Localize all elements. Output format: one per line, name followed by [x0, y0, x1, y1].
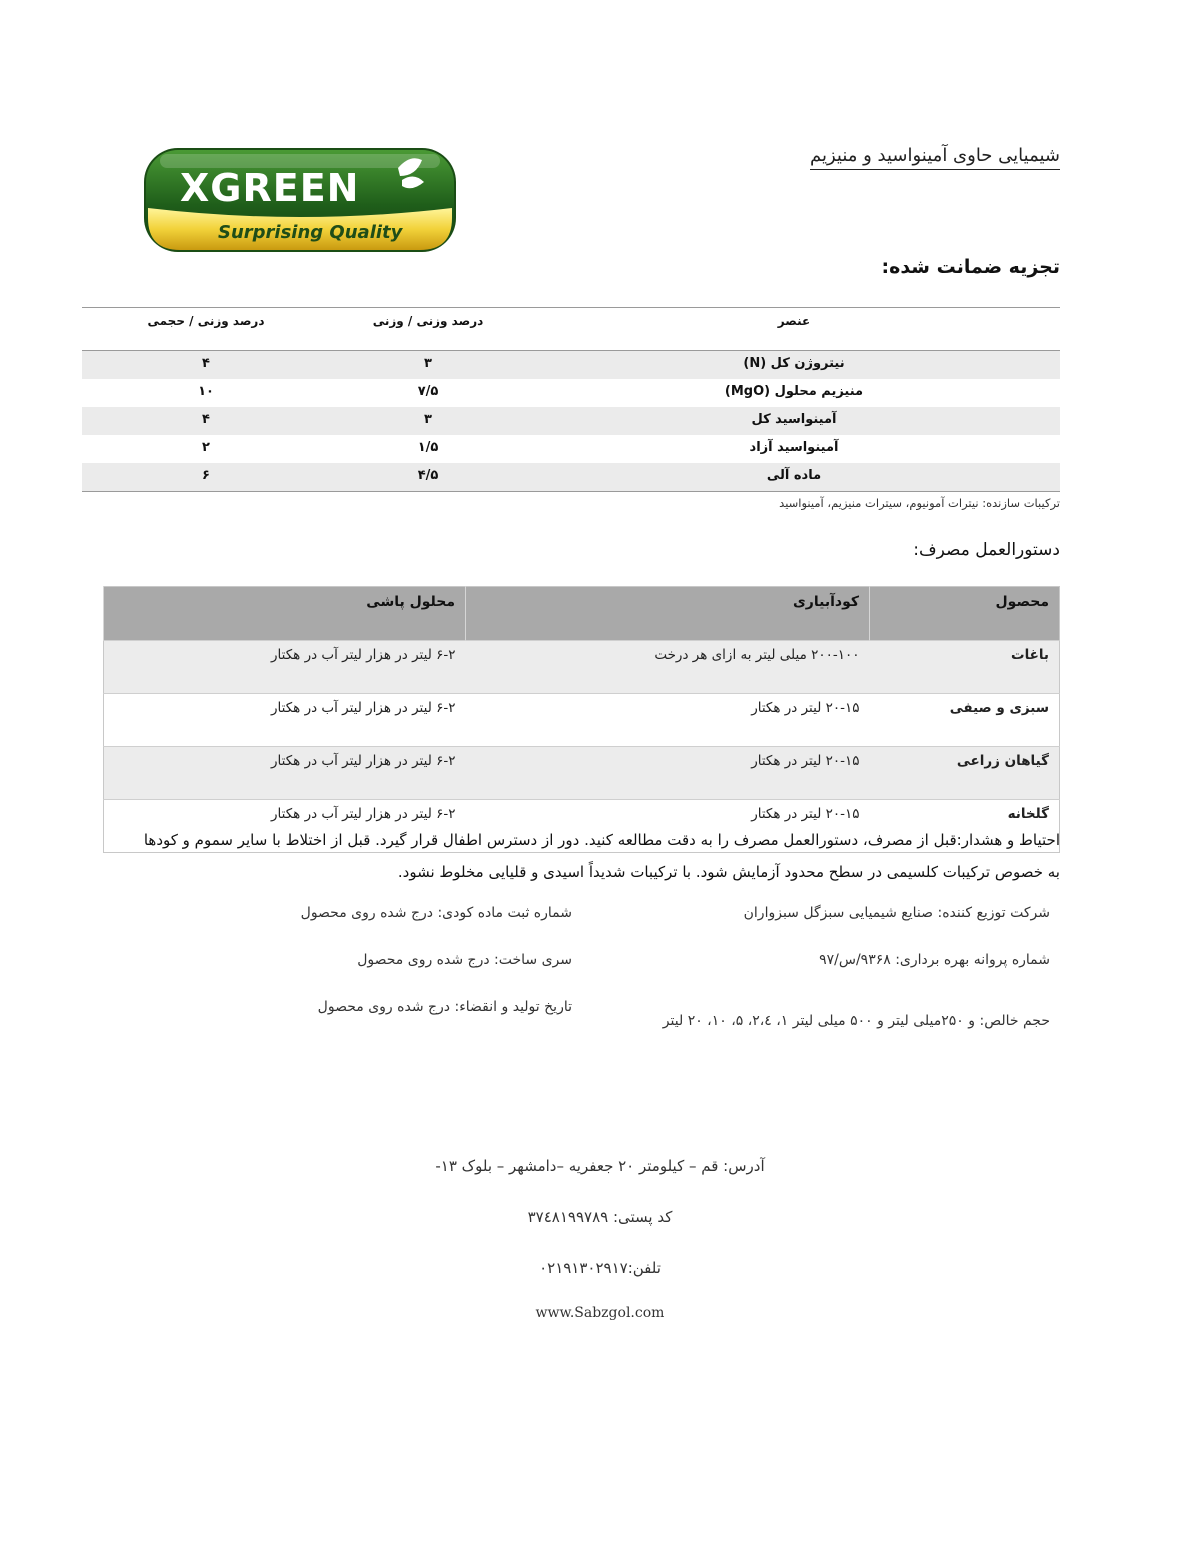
- table-row: [82, 463, 1060, 491]
- table-row: [104, 641, 1060, 694]
- column-header-foliar: محلول پاشی: [104, 587, 466, 641]
- dates-info: تاریخ تولید و انقضاء: درج شده روی محصول: [317, 999, 572, 1015]
- foliar-cell: ۶-۲ لیتر در هزار لیتر آب در هکتار: [104, 694, 466, 747]
- weight-volume-cell: ۱۰: [198, 384, 214, 399]
- weight-weight-cell: ۱/۵: [417, 440, 439, 455]
- column-header-weight-volume: درصد وزنی / حجمی: [147, 314, 265, 328]
- usage-table: [103, 586, 1060, 853]
- xgreen-logo: [140, 146, 460, 256]
- registration-info: شماره ثبت ماده کودی: درج شده روی محصول: [300, 905, 572, 921]
- element-cell: آمینواسید آزاد: [749, 440, 839, 455]
- weight-volume-cell: ۴: [202, 356, 210, 371]
- foliar-cell: ۶-۲ لیتر در هزار لیتر آب در هکتار: [104, 747, 466, 800]
- element-cell: ماده آلی: [766, 468, 822, 483]
- weight-weight-cell: ۳: [424, 412, 432, 427]
- license-info: شماره پروانه بهره برداری: ۹۳۶۸/س/۹۷: [819, 952, 1050, 968]
- table-row: [82, 351, 1060, 379]
- element-cell: آمینواسید کل: [751, 412, 837, 427]
- table-row: [82, 407, 1060, 435]
- element-cell: منیزیم محلول (MgO): [724, 384, 864, 399]
- column-header-fertigation: کودآبیاری: [466, 587, 870, 641]
- footer-website-link[interactable]: www.Sabzgol.com: [535, 1305, 665, 1321]
- logo-brand-text: XGREEN: [180, 166, 360, 210]
- column-header-weight-weight: درصد وزنی / وزنی: [372, 314, 484, 328]
- column-header-product: محصول: [870, 587, 1060, 641]
- distributor-info: شرکت توزیع کننده: صنایع شیمیایی سبزگل سبزواران: [743, 905, 1050, 921]
- xgreen-logo-image: [140, 146, 460, 256]
- table-row: [104, 747, 1060, 800]
- logo-tagline-text: Surprising Quality: [218, 222, 403, 243]
- weight-weight-cell: ۴/۵: [417, 468, 439, 483]
- usage-table-header: [104, 587, 1060, 641]
- guaranteed-analysis-heading: تجزیه ضمانت شده:: [881, 256, 1060, 278]
- analysis-table: [82, 307, 1060, 492]
- fertigation-cell: ۲۰-۱۵ لیتر در هکتار: [466, 694, 870, 747]
- foliar-cell: ۶-۲ لیتر در هزار لیتر آب در هکتار: [104, 641, 466, 694]
- table-row: [82, 379, 1060, 407]
- table-row: [82, 435, 1060, 463]
- weight-weight-cell: ۷/۵: [417, 384, 439, 399]
- usage-instructions-heading: دستورالعمل مصرف:: [913, 540, 1060, 560]
- analysis-table-header: [82, 308, 1060, 351]
- weight-weight-cell: ۳: [424, 356, 432, 371]
- product-cell: سبزی و صیفی: [870, 694, 1060, 747]
- batch-info: سری ساخت: درج شده روی محصول: [357, 952, 572, 968]
- product-title: شیمیایی حاوی آمینواسید و منیزیم: [810, 145, 1060, 170]
- footer-postal-code: کد پستی: ۳۷٤۸۱۹۹۷۸۹: [527, 1208, 673, 1226]
- column-header-element: عنصر: [777, 314, 811, 328]
- fertigation-cell: ۲۰-۱۵ لیتر در هکتار: [466, 747, 870, 800]
- warning-paragraph: احتیاط و هشدار:قبل از مصرف، دستورالعمل مصرف را به دقت مطالعه کنید. دور از دسترس اطفال قرار گیرد. قبل از اختلاط با سایر سموم و کودها به خصوص ترکیبات کلسیمی در سطح محدود آزمایش شود. با ترکیبات شدیداً اسیدی و قلیایی مخلوط نشود.: [143, 831, 1060, 881]
- fertigation-cell: ۲۰۰-۱۰۰ میلی لیتر به ازای هر درخت: [466, 641, 870, 694]
- product-cell: گلخانه: [870, 800, 1060, 853]
- product-cell: باغات: [870, 641, 1060, 694]
- weight-volume-cell: ۶: [202, 468, 210, 483]
- net-volume-info: حجم خالص: و ۲۵۰میلی لیتر و ۵۰۰ میلی لیتر ۱، ۲،٤، ۵، ۱۰، ۲۰ لیتر: [662, 1013, 1050, 1029]
- table-row: [104, 694, 1060, 747]
- footer-phone: تلفن:۰۲۱۹۱۳۰۲۹۱۷: [539, 1259, 661, 1277]
- element-cell: نیتروژن کل (N): [743, 356, 845, 371]
- product-cell: گیاهان زراعی: [870, 747, 1060, 800]
- components-note: ترکیبات سازنده: نیترات آمونیوم، سیترات منیزیم، آمینواسید: [779, 496, 1060, 510]
- weight-volume-cell: ۲: [202, 440, 210, 455]
- foliar-cell: ۶-۲ لیتر در هزار لیتر آب در هکتار: [104, 800, 466, 853]
- fertigation-cell: ۲۰-۱۵ لیتر در هکتار: [466, 800, 870, 853]
- footer-address: آدرس: قم – کیلومتر ۲۰ جعفریه –دامشهر – بلوک ۱۳-: [435, 1157, 765, 1175]
- weight-volume-cell: ۴: [202, 412, 210, 427]
